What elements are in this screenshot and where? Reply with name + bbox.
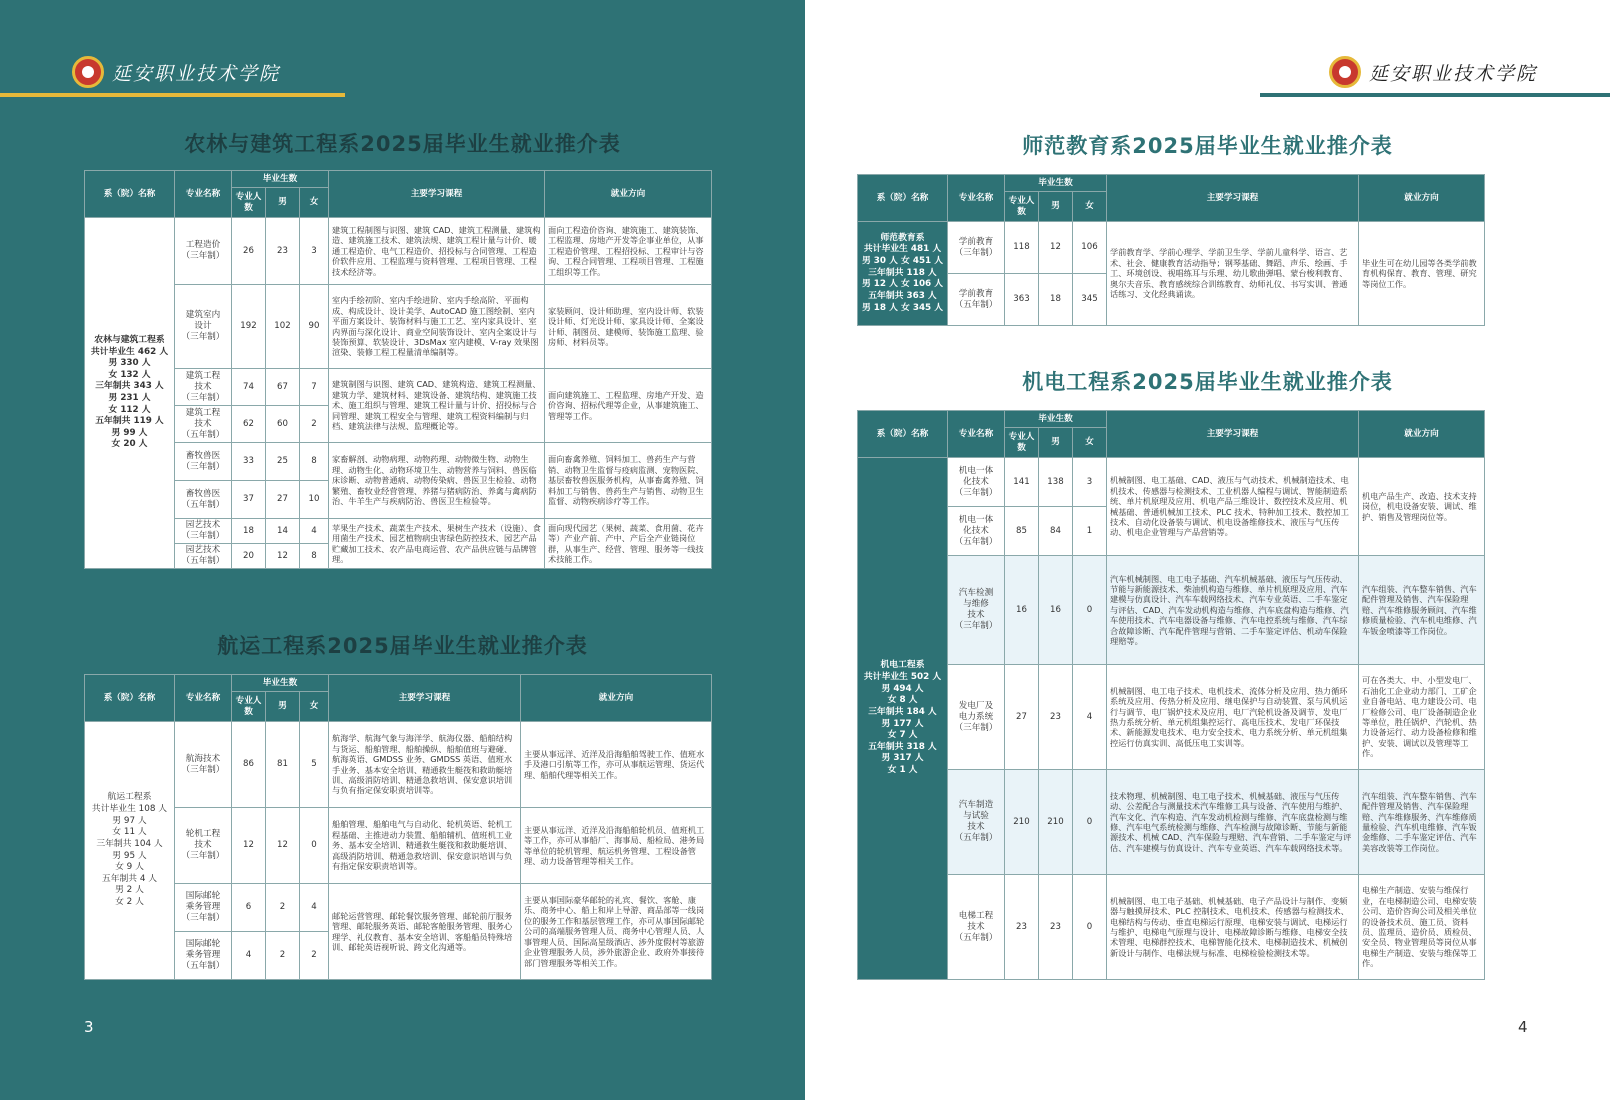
female-count: 0 bbox=[1073, 875, 1107, 980]
col-header-jobs: 就业方向 bbox=[1359, 175, 1485, 222]
table-row bbox=[858, 556, 1485, 665]
col-header-female: 女 bbox=[300, 692, 329, 722]
female-count: 8 bbox=[300, 544, 329, 569]
table-row bbox=[85, 443, 712, 481]
jobs-cell: 主要从事国际豪华邮轮的礼宾、餐饮、客舱、康乐、商务中心、船上和岸上导游、商品部等一线岗位的服务工作和基层管理工作，亦可从事国际邮轮公司的高端服务管理人员、商务中心管理人员、人事管理人员、国际高星级酒店、涉外度假村等旅游企业管理服务人员，涉外旅游企业、政府外事接待部门管理服务等相关工作。 bbox=[521, 884, 712, 980]
courses-cell: 建筑工程制图与识图、建筑 CAD、建筑工程测量、建筑构造、建筑施工技术、建筑法规、建筑工程计量与计价、暖通工程造价、电气工程造价、招投标与合同管理、工程造价软件应用、工程监理与资料管理、工程项目管理、工程技术经济等。 bbox=[329, 218, 545, 285]
jobs-cell: 面向现代园艺（果树、蔬菜、食用菌、花卉等）产业产前、产中、产后全产业链岗位群，从事生产、经营、管理、服务等一线技术技能工作。 bbox=[545, 519, 712, 569]
col-header-courses: 主要学习课程 bbox=[329, 675, 521, 722]
col-header-female: 女 bbox=[1073, 428, 1107, 458]
courses-cell: 建筑制图与识图、建筑 CAD、建筑构造、建筑工程测量、建筑力学、建筑材料、建筑设备、建筑结构、建筑施工技术、施工组织与管理、建筑工程计量与计价、招投标与合同管理、建筑工程安全与管理、建筑工程资料编制与归档、建筑法律与法规、监理概论等。 bbox=[329, 369, 545, 443]
school-name: 延安职业技术学院 bbox=[1369, 62, 1538, 85]
col-header-dept: 系（院）名称 bbox=[858, 175, 948, 222]
col-header-female: 女 bbox=[300, 188, 329, 218]
major-name: 园艺技术 （五年制） bbox=[175, 544, 232, 569]
major-name: 畜牧兽医 （三年制） bbox=[175, 443, 232, 481]
col-header-courses: 主要学习课程 bbox=[1107, 411, 1359, 458]
major-name: 工程造价 （三年制） bbox=[175, 218, 232, 285]
dept-summary: 师范教育系 共计毕业生 481 人 男 30 人 女 451 人 三年制共 118 人 男 12 人 女 106 人 五年制共 363 人 男 18 人 女 345 人 bbox=[858, 222, 948, 326]
col-header-major: 专业名称 bbox=[175, 171, 232, 218]
agri-construction-table bbox=[84, 170, 711, 569]
table-row bbox=[85, 519, 712, 544]
major-name: 园艺技术 （三年制） bbox=[175, 519, 232, 544]
col-header-major: 专业名称 bbox=[175, 675, 232, 722]
col-header-total: 专业人数 bbox=[232, 188, 266, 218]
female-count: 5 bbox=[300, 722, 329, 808]
table-row bbox=[85, 218, 712, 285]
col-header-total: 专业人数 bbox=[1005, 192, 1039, 222]
table-row bbox=[85, 808, 712, 884]
major-name: 建筑室内 设计 （三年制） bbox=[175, 285, 232, 369]
male-count: 210 bbox=[1039, 770, 1073, 875]
total-count: 16 bbox=[1005, 556, 1039, 665]
table-row bbox=[858, 665, 1485, 770]
col-header-dept: 系（院）名称 bbox=[85, 171, 175, 218]
total-count: 33 bbox=[232, 443, 266, 481]
school-emblem-icon bbox=[72, 56, 104, 88]
table-row bbox=[858, 770, 1485, 875]
male-count: 138 bbox=[1039, 458, 1073, 507]
total-count: 141 bbox=[1005, 458, 1039, 507]
major-name: 汽车制造 与试验 技术 （五年制） bbox=[948, 770, 1005, 875]
major-name: 学前教育 （三年制） bbox=[948, 222, 1005, 274]
female-count: 4 bbox=[1073, 665, 1107, 770]
jobs-cell: 汽车组装、汽车整车销售、汽车配件管理及销售、汽车保险理赔、汽车维修服务、汽车维修质量检验、汽车机电维修、汽车钣金维修、二手车鉴定评估、汽车美容改装等工作岗位。 bbox=[1359, 770, 1485, 875]
courses-cell: 技术物理、机械制图、电工电子技术、机械基础、液压与气压传动、公差配合与测量技术汽车维修工具与设备、汽车使用与维护、汽车文化、汽车构造、汽车发动机检测与维修、汽车底盘检测与维修、汽车电气系统检测与维修、汽车检测与故障诊断、节能与新能源技术、机械 CAD、汽车保险与理赔、汽车营销、二手车鉴定与评估、汽车建模与仿真设计、汽车专业英语、汽车车载网络技术等。 bbox=[1107, 770, 1359, 875]
female-count: 8 bbox=[300, 443, 329, 481]
total-count: 74 bbox=[232, 369, 266, 406]
school-logo bbox=[72, 56, 280, 88]
col-header-total: 专业人数 bbox=[1005, 428, 1039, 458]
col-header-courses: 主要学习课程 bbox=[1107, 175, 1359, 222]
table-row bbox=[858, 458, 1485, 507]
total-count: 62 bbox=[232, 406, 266, 443]
col-header-total: 专业人数 bbox=[232, 692, 266, 722]
female-count: 3 bbox=[1073, 458, 1107, 507]
female-count: 2 bbox=[300, 932, 329, 980]
male-count: 60 bbox=[266, 406, 300, 443]
col-header-dept: 系（院）名称 bbox=[85, 675, 175, 722]
male-count: 102 bbox=[266, 285, 300, 369]
table-row bbox=[85, 722, 712, 808]
table-row bbox=[85, 884, 712, 932]
major-name: 建筑工程 技术 （五年制） bbox=[175, 406, 232, 443]
school-logo bbox=[1329, 56, 1537, 88]
male-count: 23 bbox=[266, 218, 300, 285]
total-count: 86 bbox=[232, 722, 266, 808]
col-header-male: 男 bbox=[266, 188, 300, 218]
jobs-cell: 汽车组装、汽车整车销售、汽车配件管理及销售、汽车保险理赔、汽车维修服务顾问、汽车维修质量检验、汽车机电维修、汽车钣金喷漆等工作岗位。 bbox=[1359, 556, 1485, 665]
total-count: 192 bbox=[232, 285, 266, 369]
major-name: 学前教育 （五年制） bbox=[948, 274, 1005, 326]
total-count: 363 bbox=[1005, 274, 1039, 326]
courses-cell: 船舶管理、船舶电气与自动化、轮机英语、轮机工程基础、主推进动力装置、船舶辅机、值班机工业务、基本安全培训、精通救生艇筏和救助艇培训、高级消防培训、精通急救培训、保安意识培训与负有指定保安职责培训等。 bbox=[329, 808, 521, 884]
jobs-cell: 主要从事远洋、近洋及沿海船舶轮机员、值班机工等工作，亦可从事船厂、海事局、船检局、港务局等单位的轮机管理、航运机务管理、工程设备管理、动力设备管理等相关工作。 bbox=[521, 808, 712, 884]
col-header-major: 专业名称 bbox=[948, 175, 1005, 222]
female-count: 0 bbox=[1073, 770, 1107, 875]
courses-cell: 机械制图、电工基础、CAD、液压与气动技术、机械制造技术、电机技术、传感器与检测技术、工业机器人编程与调试、智能制造系统、单片机原理及应用、机电产品三维设计、数控技术及应用、机械基础、普通机械加工技术、PLC 技术、特种加工技术、数控加工技术、自动化设备装与调试、机电设备维修技术、液压与气压传动、机电企业管理与产品营销等。 bbox=[1107, 458, 1359, 556]
male-count: 25 bbox=[266, 443, 300, 481]
col-header-jobs: 就业方向 bbox=[1359, 411, 1485, 458]
header-accent-line bbox=[0, 93, 345, 97]
table-row bbox=[85, 369, 712, 406]
courses-cell: 室内手绘初阶、室内手绘进阶、室内手绘高阶、平面构成、构成设计、设计美学、AutoCAD 施工图绘制、室内平面方案设计、装饰材料与施工工艺、室内家具设计、室内界面与深化设计、商业空间装饰设计、室内全案设计与装饰预算、软装设计、3DsMax 室内建模、V-ray 效果图渲染、装修工程工程量清单编制等。 bbox=[329, 285, 545, 369]
female-count: 3 bbox=[300, 218, 329, 285]
male-count: 16 bbox=[1039, 556, 1073, 665]
page-title: 机电工程系2025届毕业生就业推介表 bbox=[1022, 370, 1393, 394]
dept-summary: 农林与建筑工程系 共计毕业生 462 人 男 330 人 女 132 人 三年制共 343 人 男 231 人 女 112 人 五年制共 119 人 男 99 人 女 20 人 bbox=[85, 218, 175, 569]
major-name: 轮机工程 技术 （三年制） bbox=[175, 808, 232, 884]
courses-cell: 苹果生产技术、蔬菜生产技术、果树生产技术（设施）、食用菌生产技术、园艺植物病虫害绿色防控技术、园艺产品贮藏加工技术、农产品电商运营、农产品供应链与品牌管理。 bbox=[329, 519, 545, 569]
male-count: 27 bbox=[266, 481, 300, 519]
male-count: 23 bbox=[1039, 875, 1073, 980]
male-count: 84 bbox=[1039, 507, 1073, 556]
col-header-graduates: 毕业生数 bbox=[1005, 411, 1107, 428]
col-header-male: 男 bbox=[266, 692, 300, 722]
teacher-edu-table bbox=[857, 174, 1484, 326]
total-count: 118 bbox=[1005, 222, 1039, 274]
table-row bbox=[858, 222, 1485, 274]
total-count: 27 bbox=[1005, 665, 1039, 770]
male-count: 2 bbox=[266, 884, 300, 932]
female-count: 345 bbox=[1073, 274, 1107, 326]
courses-cell: 机械制图、电工电子技术、电机技术、流体分析及应用、热力循环系统及应用、传热分析及应用、继电保护与自动装置、泵与风机运行与调节、电厂锅炉技术及应用、电厂汽轮机设备及调节、发电厂热力系统分析、单元机组集控运行、高电压技术、发电厂环保技术、新能源发电技术、电力安全技术、电力系统分析、单元机组集控运行仿真实训、高低压电工实训等。 bbox=[1107, 665, 1359, 770]
major-name: 国际邮轮 乘务管理 （三年制） bbox=[175, 884, 232, 932]
male-count: 23 bbox=[1039, 665, 1073, 770]
col-header-graduates: 毕业生数 bbox=[232, 171, 329, 188]
dept-summary: 航运工程系 共计毕业生 108 人 男 97 人 女 11 人 三年制共 104 人 男 95 人 女 9 人 五年制共 4 人 男 2 人 女 2 人 bbox=[85, 722, 175, 980]
dept-summary: 机电工程系 共计毕业生 502 人 男 494 人 女 8 人 三年制共 184 人 男 177 人 女 7 人 五年制共 318 人 男 317 人 女 1 人 bbox=[858, 458, 948, 980]
courses-cell: 邮轮运营管理、邮轮餐饮服务管理、邮轮前厅服务管理、邮轮服务英语、邮轮客舱服务管理、服务心理学、礼仪教育、基本安全培训、客船船员特殊培训、邮轮英语视听说、跨文化沟通等。 bbox=[329, 884, 521, 980]
male-count: 2 bbox=[266, 932, 300, 980]
col-header-jobs: 就业方向 bbox=[545, 171, 712, 218]
col-header-male: 男 bbox=[1039, 192, 1073, 222]
total-count: 18 bbox=[232, 519, 266, 544]
jobs-cell: 电梯生产制造、安装与维保行业，在电梯制造公司、电梯安装公司、造价咨询公司及相关单位的设备技术员、施工员、资料员、监理员、造价员、质检员、安全员、物业管理员等岗位从事电梯生产制造、安装与维保等工作。 bbox=[1359, 875, 1485, 980]
major-name: 发电厂及 电力系统 （三年制） bbox=[948, 665, 1005, 770]
right-page bbox=[805, 0, 1610, 1100]
major-name: 畜牧兽医 （五年制） bbox=[175, 481, 232, 519]
page-number: 4 bbox=[1518, 1018, 1528, 1036]
total-count: 4 bbox=[232, 932, 266, 980]
courses-cell: 机械制图、电工电子基础、机械基础、电子产品设计与制作、变频器与触摸屏技术、PLC 控制技术、电机技术、传感器与检测技术、电梯结构与传动、垂直电梯运行原理、电梯安装与调试、电梯运行与维护、电梯电气原理与设计、电梯故障诊断与维修、电梯安全技术管理、电梯群控技术、电梯智能化技术、电梯制造技术、机械创新设计与制作、电梯法规与标准、电梯检验检测技术等。 bbox=[1107, 875, 1359, 980]
col-header-jobs: 就业方向 bbox=[521, 675, 712, 722]
courses-cell: 学前教育学、学前心理学、学前卫生学、学前儿童科学、语言、艺术、社会、健康教育活动指导；钢琴基础、舞蹈、声乐、绘画、手工、环境创设、视唱练耳与乐理、幼儿歌曲弹唱、蒙台梭利教育、奥尔夫音乐、教育感统综合训练教育、幼师礼仪、书写实训、普通话练习、文化经典诵读。 bbox=[1107, 222, 1359, 326]
male-count: 12 bbox=[266, 808, 300, 884]
male-count: 12 bbox=[266, 544, 300, 569]
female-count: 90 bbox=[300, 285, 329, 369]
jobs-cell: 可在各类大、中、小型发电厂、石油化工企业动力部门、工矿企业自备电站、电力建设公司、电厂检修公司、电厂设备制造企业等单位，胜任锅炉、汽轮机、热力设备运行、动力设备检修和维护、安装、调试以及管理等工作。 bbox=[1359, 665, 1485, 770]
male-count: 18 bbox=[1039, 274, 1073, 326]
jobs-cell: 主要从事远洋、近洋及沿海船舶驾驶工作、值班水手及港口引航等工作，亦可从事航运管理、货运代理、船舶代理等相关工作。 bbox=[521, 722, 712, 808]
total-count: 37 bbox=[232, 481, 266, 519]
mechatronics-table bbox=[857, 410, 1484, 980]
male-count: 14 bbox=[266, 519, 300, 544]
female-count: 2 bbox=[300, 406, 329, 443]
major-name: 航海技术 （三年制） bbox=[175, 722, 232, 808]
page-title: 师范教育系2025届毕业生就业推介表 bbox=[1022, 134, 1393, 158]
male-count: 67 bbox=[266, 369, 300, 406]
page-number: 3 bbox=[84, 1018, 94, 1036]
col-header-graduates: 毕业生数 bbox=[232, 675, 329, 692]
major-name: 机电一体 化技术 （五年制） bbox=[948, 507, 1005, 556]
col-header-female: 女 bbox=[1073, 192, 1107, 222]
page-title: 农林与建筑工程系2025届毕业生就业推介表 bbox=[184, 132, 621, 156]
total-count: 210 bbox=[1005, 770, 1039, 875]
header-accent-line bbox=[1260, 93, 1610, 97]
total-count: 12 bbox=[232, 808, 266, 884]
male-count: 81 bbox=[266, 722, 300, 808]
shipping-table bbox=[84, 674, 711, 980]
jobs-cell: 毕业生可在幼儿园等各类学前教育机构保育、教育、管理、研究等岗位工作。 bbox=[1359, 222, 1485, 326]
major-name: 汽车检测 与维修 技术 （三年制） bbox=[948, 556, 1005, 665]
col-header-major: 专业名称 bbox=[948, 411, 1005, 458]
total-count: 6 bbox=[232, 884, 266, 932]
female-count: 106 bbox=[1073, 222, 1107, 274]
female-count: 1 bbox=[1073, 507, 1107, 556]
table-row bbox=[858, 875, 1485, 980]
female-count: 4 bbox=[300, 519, 329, 544]
school-emblem-icon bbox=[1329, 56, 1361, 88]
jobs-cell: 面向畜禽养殖、饲料加工、兽药生产与营销、动物卫生监督与疫病监测、宠物医院、基层畜牧兽医服务机构，从事畜禽养殖、饲料加工与销售、兽药生产与销售、动物卫生监督、动物疾病诊疗等工作。 bbox=[545, 443, 712, 519]
col-header-dept: 系（院）名称 bbox=[858, 411, 948, 458]
major-name: 建筑工程 技术 （三年制） bbox=[175, 369, 232, 406]
jobs-cell: 家装顾问、设计师助理、室内设计师、软装设计师、灯光设计师、家具设计师、全案设计师、制图员、建模师、装饰施工监理、验房师、材料员等。 bbox=[545, 285, 712, 369]
female-count: 4 bbox=[300, 884, 329, 932]
female-count: 0 bbox=[300, 808, 329, 884]
male-count: 12 bbox=[1039, 222, 1073, 274]
total-count: 26 bbox=[232, 218, 266, 285]
col-header-graduates: 毕业生数 bbox=[1005, 175, 1107, 192]
total-count: 85 bbox=[1005, 507, 1039, 556]
courses-cell: 航海学、航海气象与海洋学、航海仪器、船舶结构与货运、船舶管理、船舶操纵、船舶值班与避碰、航海英语、GMDSS 业务、GMDSS 英语、值班水手业务、基本安全培训、精通救生艇筏和救助艇培训、高级消防培训、精通急救培训、保安意识培训与负有指定保安职责培训等。 bbox=[329, 722, 521, 808]
page-title: 航运工程系2025届毕业生就业推介表 bbox=[217, 634, 588, 658]
major-name: 电梯工程 技术 （五年制） bbox=[948, 875, 1005, 980]
jobs-cell: 机电产品生产、改造、技术支持岗位，机电设备安装、调试、维护、销售及管理岗位等。 bbox=[1359, 458, 1485, 556]
female-count: 0 bbox=[1073, 556, 1107, 665]
total-count: 20 bbox=[232, 544, 266, 569]
jobs-cell: 面向建筑施工、工程监理、房地产开发、造价咨询、招标代理等企业，从事建筑施工、管理等工作。 bbox=[545, 369, 712, 443]
jobs-cell: 面向工程造价咨询、建筑施工、建筑装饰、工程监理、房地产开发等企事业单位，从事工程造价管理、工程招投标、工程审计与咨询、工程合同管理、工程项目管理、工程施工组织等工作。 bbox=[545, 218, 712, 285]
school-name: 延安职业技术学院 bbox=[112, 62, 281, 85]
total-count: 23 bbox=[1005, 875, 1039, 980]
female-count: 7 bbox=[300, 369, 329, 406]
col-header-courses: 主要学习课程 bbox=[329, 171, 545, 218]
female-count: 10 bbox=[300, 481, 329, 519]
courses-cell: 家畜解剖、动物病理、动物药理、动物微生物、动物生理、动物生化、动物环境卫生、动物营养与饲料、兽医临床诊断、动物普通病、动物传染病、兽医卫生检验、动物繁殖、畜牧业经营管理、养猪与猪病防治、养禽与禽病防治、牛羊生产与疾病防治、兽医卫生检验等。 bbox=[329, 443, 545, 519]
major-name: 机电一体 化技术 （三年制） bbox=[948, 458, 1005, 507]
col-header-male: 男 bbox=[1039, 428, 1073, 458]
major-name: 国际邮轮 乘务管理 （五年制） bbox=[175, 932, 232, 980]
table-row bbox=[85, 285, 712, 369]
courses-cell: 汽车机械制图、电工电子基础、汽车机械基础、液压与气压传动、节能与新能源技术、柴油机构造与维修、单片机原理及应用、汽车建模与仿真设计、汽车车载网络技术、汽车专业英语、二手车鉴定与评估、CAD、汽车发动机构造与维修、汽车底盘构造与维修、汽车使用技术、汽车电器设备与维修、汽车电控系统与维修、汽车综合故障诊断、汽车配件管理与营销、二手车鉴定评估、机动车保险理赔等。 bbox=[1107, 556, 1359, 665]
